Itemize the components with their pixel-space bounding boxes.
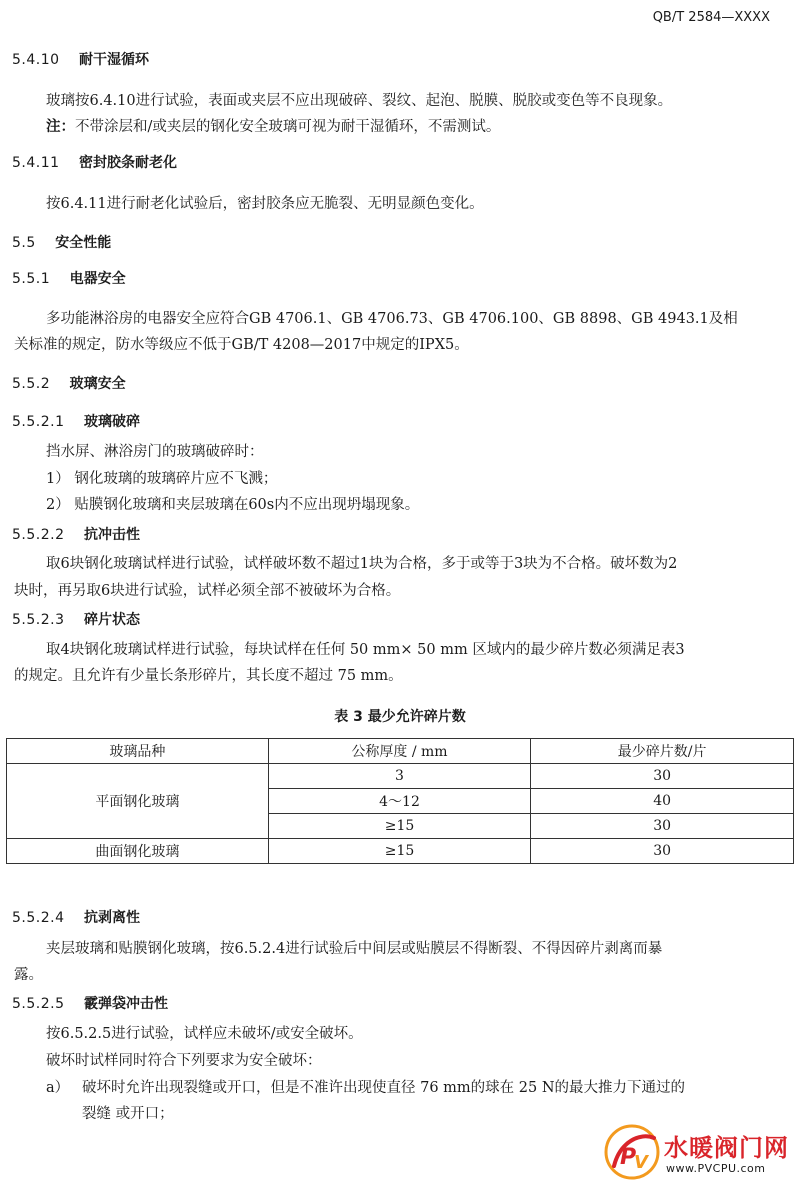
table-cell-thickness: ≥15: [268, 814, 531, 839]
section-title: 碎片状态: [83, 612, 140, 628]
list-item-text-continued: 裂缝 或开口；: [82, 1106, 174, 1122]
watermark-site-name: 水暖阀门网: [664, 1134, 789, 1162]
table-header-row: [7, 739, 794, 764]
section-5-5-2-3-heading: [12, 609, 140, 629]
paragraph-continued: 关标准的规定，防水等级应不低于GB/T 4208—2017中规定的IPX5。: [14, 337, 469, 353]
paragraph-continued: 露。: [14, 967, 43, 983]
table-cell-thickness: 3: [268, 764, 531, 789]
paragraph: 破坏时试样同时符合下列要求为安全破坏：: [46, 1053, 322, 1069]
section-title: 电器安全: [69, 271, 126, 287]
note-label: 注：: [46, 119, 75, 135]
list-item: 1） 钢化玻璃的玻璃碎片应不飞溅；: [46, 471, 278, 487]
table-cell-min-fragments: 30: [531, 764, 794, 789]
document-code: QB/T 2584—XXXX: [652, 10, 770, 25]
section-title: 抗冲击性: [83, 527, 140, 543]
section-5-5-2-4-heading: [12, 907, 140, 927]
section-title: 安全性能: [55, 235, 112, 251]
section-5-5-2-heading: [12, 373, 126, 393]
paragraph-continued: 的规定。且允许有少量长条形碎片，其长度不超过 75 mm。: [14, 668, 403, 684]
column-header-thickness: 公称厚度 / mm: [268, 739, 531, 764]
table-cell-min-fragments: 30: [531, 814, 794, 839]
table-cell-thickness: 4～12: [268, 789, 531, 814]
watermark-logo: [602, 1122, 792, 1182]
table-cell-glass-type: 平面钢化玻璃: [7, 764, 269, 839]
list-item-text: 破坏时允许出现裂缝或开口，但是不准许出现使直径 76 mm的球在 25 N的最大推力下通过的: [82, 1080, 686, 1096]
note-text: 不带涂层和/或夹层的钢化安全玻璃可视为耐干湿循环，不需测试。: [75, 119, 501, 135]
section-5-5-2-2-heading: [12, 524, 140, 544]
paragraph: 按6.5.2.5进行试验，试样应未破坏/或安全破坏。: [46, 1026, 363, 1042]
svg-text:P: P: [620, 1145, 637, 1170]
section-title: 霰弹袋冲击性: [83, 996, 168, 1012]
list-marker: a）: [46, 1080, 70, 1096]
section-5-5-2-5-heading: [12, 993, 168, 1013]
column-header-glass-type: 玻璃品种: [7, 739, 269, 764]
section-number: 5.5.2.4: [12, 910, 65, 926]
paragraph-continued: 块时，再另取6块进行试验，试样必须全部不被破坏为合格。: [14, 583, 401, 599]
section-5-4-11-heading: [12, 152, 177, 172]
section-title: 玻璃安全: [69, 376, 126, 392]
paragraph: 挡水屏、淋浴房门的玻璃破碎时：: [46, 444, 264, 460]
section-number: 5.5.2.1: [12, 414, 65, 430]
section-5-5-2-1-heading: [12, 411, 140, 431]
section-5-4-10-heading: [12, 49, 149, 69]
section-5-5-1-heading: [12, 268, 126, 288]
svg-text:V: V: [634, 1152, 648, 1173]
pv-logo-icon: [602, 1122, 662, 1182]
table-cell-glass-type: 曲面钢化玻璃: [7, 839, 269, 864]
table-caption: 表 3 最少允许碎片数: [334, 709, 466, 725]
table-cell-thickness: ≥15: [268, 839, 531, 864]
section-number: 5.5: [12, 235, 36, 251]
section-title: 密封胶条耐老化: [79, 155, 178, 171]
paragraph: 夹层玻璃和贴膜钢化玻璃，按6.5.2.4进行试验后中间层或贴膜层不得断裂、不得因碎片剥离而暴: [46, 941, 663, 957]
section-title: 玻璃破碎: [83, 414, 140, 430]
section-title: 抗剥离性: [83, 910, 140, 926]
table-row: [7, 839, 794, 864]
section-number: 5.5.1: [12, 271, 51, 287]
note: [46, 115, 500, 136]
paragraph: 取6块钢化玻璃试样进行试验，试样破坏数不超过1块为合格，多于或等于3块为不合格。破坏数为2: [46, 556, 678, 572]
section-number: 5.4.11: [12, 155, 60, 171]
table-cell-min-fragments: 40: [531, 789, 794, 814]
section-number: 5.4.10: [12, 52, 60, 68]
section-number: 5.5.2.5: [12, 996, 65, 1012]
list-item: 2） 贴膜钢化玻璃和夹层玻璃在60s内不应出现坍塌现象。: [46, 497, 420, 513]
watermark-url: www.PVCPU.com: [666, 1162, 766, 1175]
paragraph: 按6.4.11进行耐老化试验后，密封胶条应无脆裂、无明显颜色变化。: [46, 196, 484, 212]
section-5-5-heading: [12, 232, 111, 252]
min-fragments-table: [6, 738, 794, 864]
section-number: 5.5.2.3: [12, 612, 65, 628]
paragraph: 取4块钢化玻璃试样进行试验，每块试样在任何 50 mm× 50 mm 区域内的最少碎片数必须满足表3: [46, 642, 685, 658]
table-row: [7, 764, 794, 789]
paragraph: 玻璃按6.4.10进行试验，表面或夹层不应出现破碎、裂纹、起泡、脱膜、脱胶或变色等不良现象。: [46, 93, 673, 109]
section-number: 5.5.2: [12, 376, 51, 392]
table-cell-min-fragments: 30: [531, 839, 794, 864]
paragraph: 多功能淋浴房的电器安全应符合GB 4706.1、GB 4706.73、GB 4706.100、GB 8898、GB 4943.1及相: [46, 311, 738, 327]
section-title: 耐干湿循环: [79, 52, 150, 68]
column-header-min-fragments: 最少碎片数/片: [531, 739, 794, 764]
section-number: 5.5.2.2: [12, 527, 65, 543]
